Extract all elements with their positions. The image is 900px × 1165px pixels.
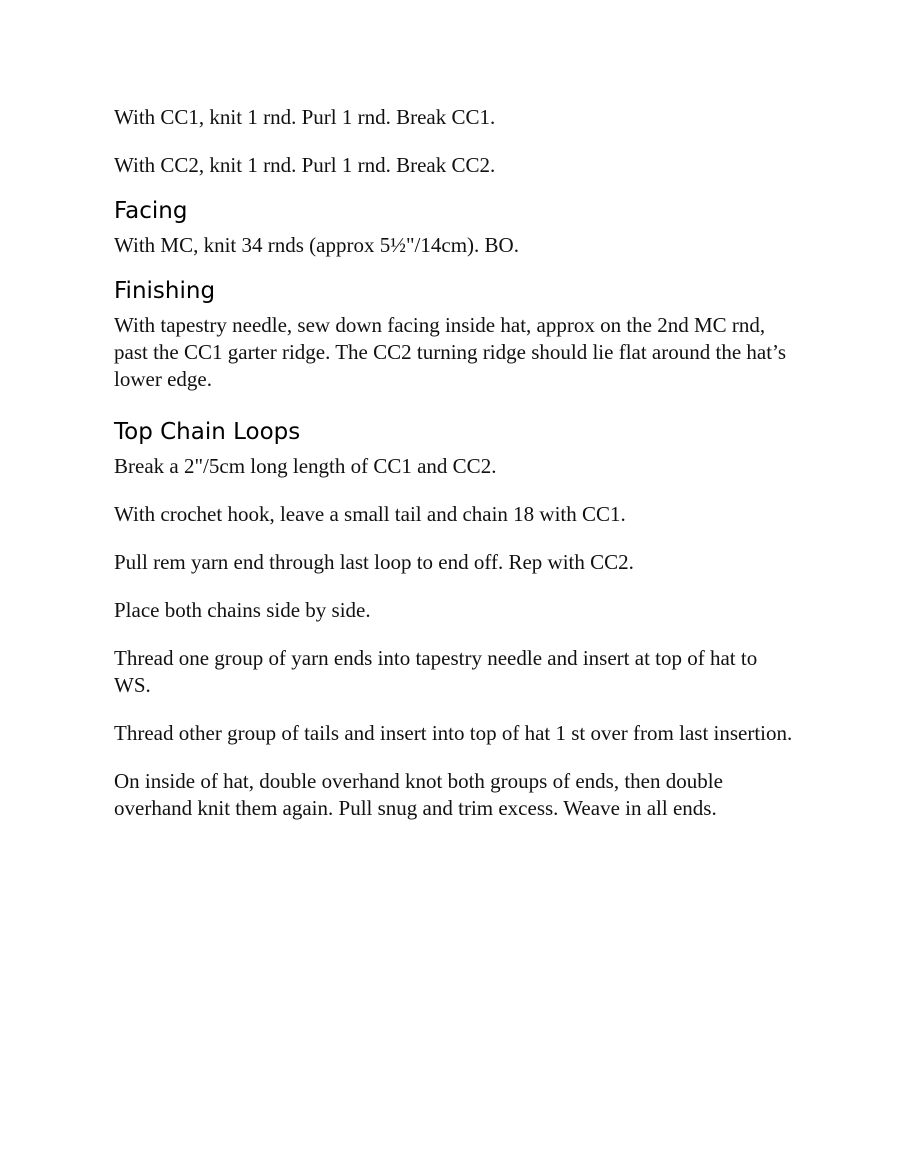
top-chain-loops-paragraph: With crochet hook, leave a small tail and chain 18 with CC1. <box>114 502 626 526</box>
top-chain-loops-paragraph: Pull rem yarn end through last loop to end off. Rep with CC2. <box>114 550 634 574</box>
top-chain-loops-paragraph: Thread one group of yarn ends into tapestry needle and insert at top of hat to WS. <box>114 646 758 697</box>
facing-heading: Facing <box>114 198 188 224</box>
top-chain-loops-paragraph: Place both chains side by side. <box>114 598 371 622</box>
facing-paragraph: With MC, knit 34 rnds (approx 5½"/14cm). BO. <box>114 233 519 257</box>
intro-paragraph-cc2: With CC2, knit 1 rnd. Purl 1 rnd. Break CC2. <box>114 153 496 177</box>
finishing-paragraph: With tapestry needle, sew down facing inside hat, approx on the 2nd MC rnd, past the CC1 garter ridge. The CC2 turning ridge should lie flat around the hat’s lower edge. <box>114 313 787 391</box>
finishing-heading: Finishing <box>114 278 216 304</box>
intro-paragraph-cc1: With CC1, knit 1 rnd. Purl 1 rnd. Break CC1. <box>114 105 496 129</box>
top-chain-loops-paragraph: Break a 2"/5cm long length of CC1 and CC2. <box>114 454 497 478</box>
top-chain-loops-paragraph: Thread other group of tails and insert into top of hat 1 st over from last insertion. <box>114 721 793 745</box>
top-chain-loops-paragraph: On inside of hat, double overhand knot both groups of ends, then double overhand knit them again. Pull snug and trim excess. Weave in all ends. <box>114 769 723 820</box>
top-chain-loops-heading: Top Chain Loops <box>114 419 301 445</box>
page-content <box>114 104 794 843</box>
